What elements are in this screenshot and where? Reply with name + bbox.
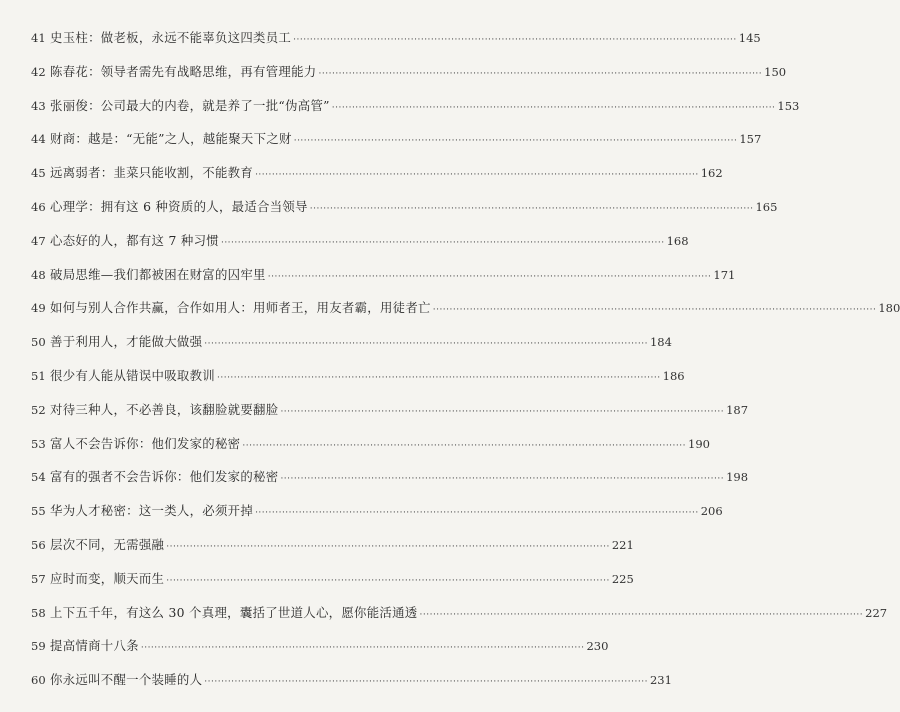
entry-page-number: 150	[764, 64, 787, 79]
entry-title: 对待三种人，不必善良，该翻脸就要翻脸	[50, 401, 279, 417]
toc-entry	[31, 469, 749, 503]
entry-number: 50	[31, 335, 46, 350]
entry-number: 58	[31, 605, 46, 620]
toc-entry	[31, 131, 762, 165]
entry-number: 42	[31, 64, 46, 79]
entry-title: 华为人才秘密：这一类人，必须开掉	[50, 503, 254, 519]
toc-entry	[31, 367, 685, 402]
entry-number: 56	[31, 537, 46, 552]
toc-entry	[31, 232, 689, 267]
dot-leader	[141, 640, 585, 656]
toc-entry	[31, 570, 634, 605]
entry-page-number: 187	[726, 402, 749, 417]
entry-number: 59	[31, 639, 46, 654]
entry-page-number: 180	[878, 301, 900, 316]
entry-page-number: 184	[649, 335, 672, 350]
entry-title: 上下五千年，有这么 30 个真理，囊括了世道人心，愿你能活通透	[50, 604, 418, 620]
dot-leader	[204, 674, 648, 690]
entry-page-number: 165	[755, 199, 778, 214]
toc-entry	[31, 604, 888, 639]
entry-page-number: 206	[700, 504, 723, 519]
entry-page-number: 162	[700, 166, 723, 181]
dot-leader	[420, 607, 864, 623]
dot-leader	[255, 167, 699, 183]
entry-page-number: 186	[662, 368, 685, 383]
entry-number: 60	[31, 673, 46, 688]
entry-page-number: 157	[739, 132, 762, 147]
dot-leader	[310, 201, 754, 217]
entry-page-number: 153	[777, 98, 800, 113]
toc-entry	[31, 97, 800, 132]
entry-number: 53	[31, 436, 46, 451]
entry-page-number: 190	[688, 436, 710, 451]
dot-leader	[221, 235, 665, 251]
entry-title: 远离弱者：韭菜只能收割，不能教育	[50, 165, 254, 181]
dot-leader	[166, 573, 610, 589]
entry-page-number: 145	[738, 31, 761, 45]
entry-title: 如何与别人合作共赢，合作如用人：用师者王，用友者霸，用徒者亡	[50, 300, 431, 316]
entry-number: 52	[31, 402, 46, 417]
entry-page-number: 225	[611, 571, 634, 586]
entry-number: 43	[31, 98, 46, 113]
toc-entry	[31, 198, 778, 233]
entry-page-number: 230	[586, 639, 609, 654]
entry-title: 层次不同，无需强融	[50, 536, 165, 552]
dot-leader	[433, 302, 877, 318]
entry-title: 提高情商十八条	[50, 638, 139, 654]
entry-page-number: 198	[726, 470, 749, 485]
entry-number: 46	[31, 199, 46, 214]
dot-leader	[242, 438, 686, 454]
entry-title: 破局思维—我们都被困在财富的囚牢里	[50, 266, 266, 282]
toc-entry	[31, 334, 672, 368]
entry-number: 45	[31, 166, 46, 181]
entry-number: 44	[31, 132, 46, 147]
entry-number: 54	[31, 470, 46, 485]
entry-number: 47	[31, 233, 46, 248]
entry-number: 49	[31, 301, 46, 316]
entry-page-number: 231	[649, 673, 672, 688]
entry-number: 41	[31, 31, 46, 45]
dot-leader	[280, 404, 724, 420]
entry-page-number: 168	[666, 233, 689, 248]
entry-page-number: 171	[713, 267, 736, 282]
entry-title: 史玉柱：做老板，永远不能辜负这四类员工	[50, 30, 292, 45]
dot-leader	[166, 539, 610, 555]
dot-leader	[294, 133, 738, 149]
toc-entry	[31, 266, 736, 301]
entry-title: 应时而变，顺天而生	[50, 570, 165, 586]
entry-title: 心态好的人，都有这 7 种习惯	[50, 232, 219, 248]
toc-entry	[31, 401, 749, 436]
entry-title: 财商：越是：“无能”之人，越能聚天下之财	[50, 131, 292, 147]
dot-leader	[268, 269, 712, 285]
entry-title: 很少有人能从错误中吸取教训	[50, 367, 215, 383]
dot-leader	[255, 505, 699, 521]
toc-entry	[31, 300, 900, 334]
entry-number: 51	[31, 368, 46, 383]
dot-leader	[280, 471, 724, 487]
entry-title: 善于利用人，才能做大做强	[50, 334, 203, 350]
entry-number: 48	[31, 267, 46, 282]
toc-entry	[31, 63, 787, 98]
entry-title: 富有的强者不会告诉你：他们发家的秘密	[50, 469, 279, 485]
dot-leader	[204, 336, 648, 352]
entry-title: 你永远叫不醒一个装睡的人	[50, 672, 203, 688]
dot-leader	[319, 66, 763, 82]
entry-number: 57	[31, 571, 46, 586]
entry-number: 55	[31, 504, 46, 519]
dot-leader	[217, 370, 661, 386]
dot-leader	[332, 100, 776, 116]
toc-entry	[31, 638, 609, 672]
entry-title: 张丽俊：公司最大的内卷，就是养了一批“伪高管”	[50, 97, 330, 113]
toc-entry	[31, 503, 723, 537]
toc-entry	[31, 536, 634, 571]
entry-page-number: 221	[611, 537, 634, 552]
toc-entry	[31, 435, 710, 470]
toc-entry	[31, 672, 672, 706]
entry-title: 富人不会告诉你：他们发家的秘密	[50, 435, 241, 451]
entry-title: 心理学：拥有这 6 种资质的人，最适合当领导	[50, 198, 308, 214]
entry-page-number: 227	[865, 605, 888, 620]
toc-entry	[31, 165, 723, 199]
table-of-contents	[31, 30, 900, 706]
entry-title: 陈春花：领导者需先有战略思维，再有管理能力	[50, 63, 317, 79]
toc-entry	[31, 30, 761, 64]
dot-leader	[293, 32, 737, 48]
